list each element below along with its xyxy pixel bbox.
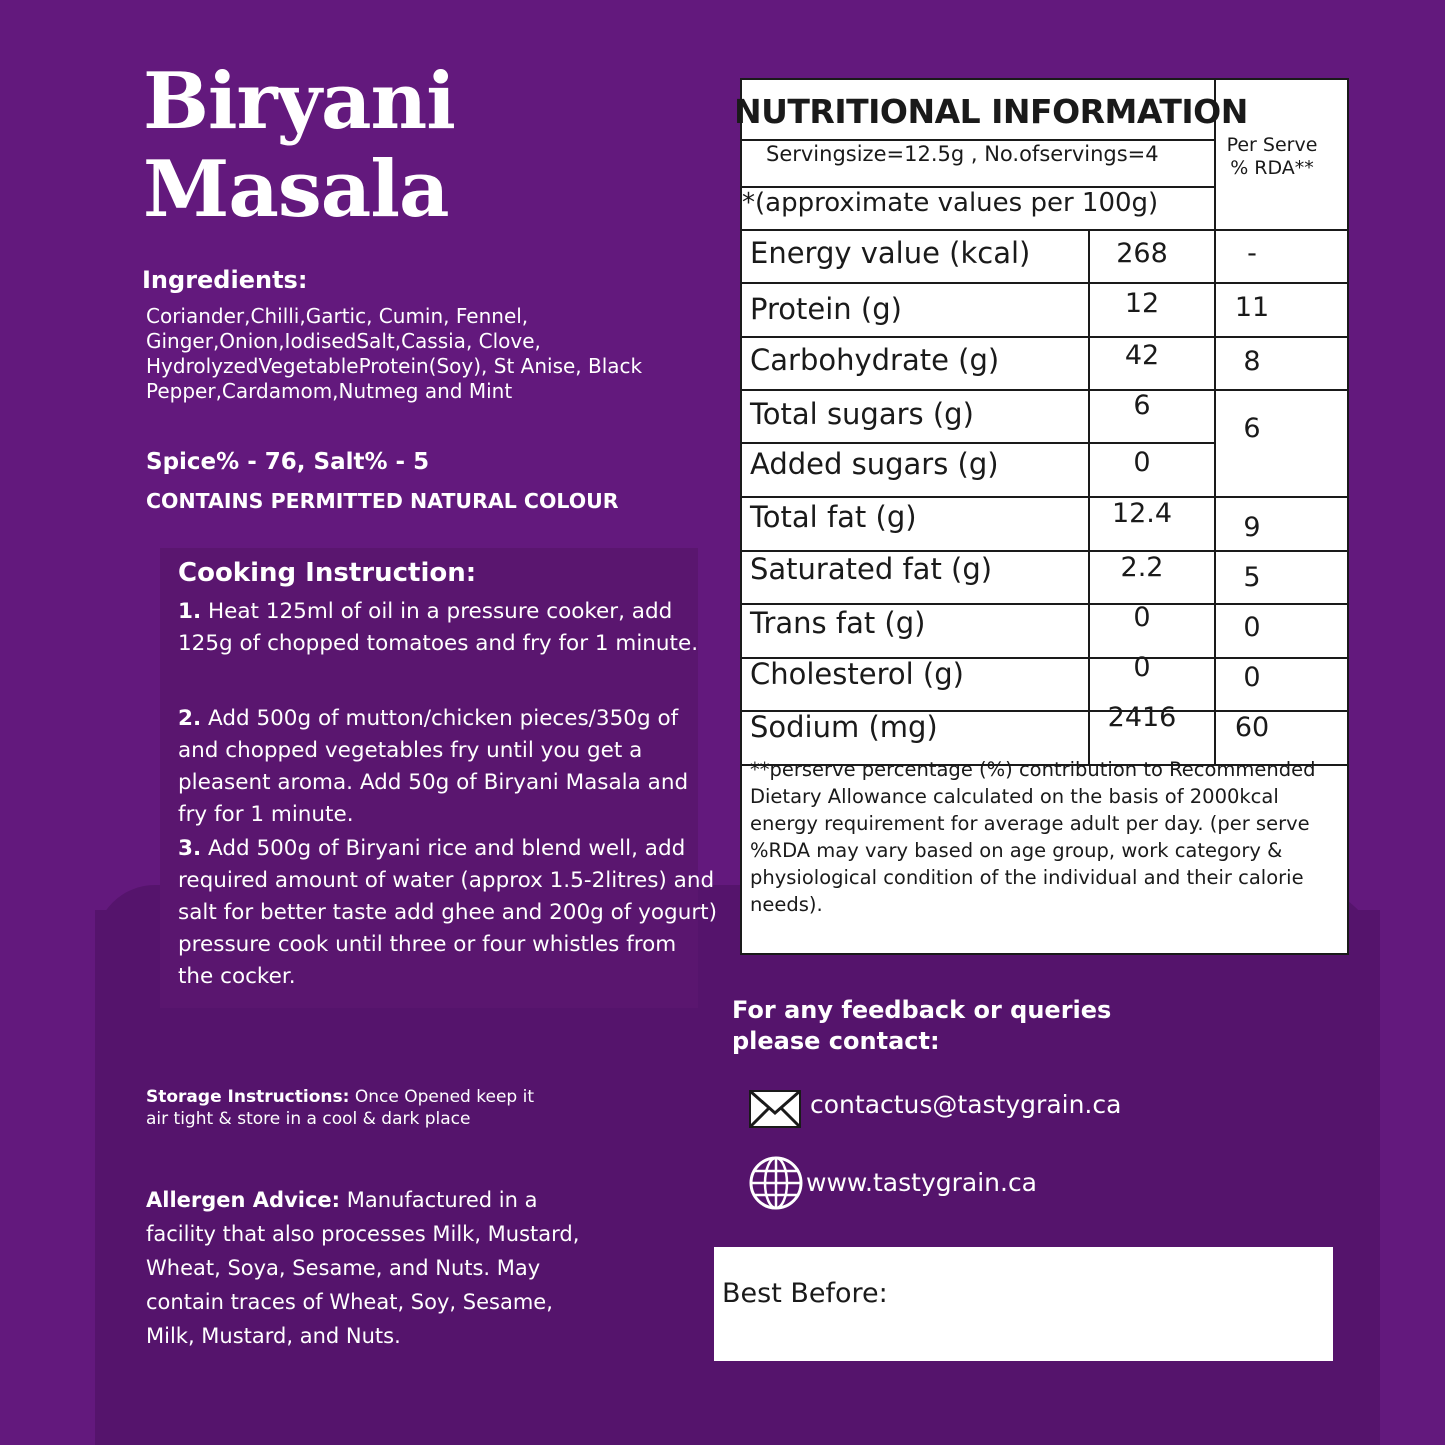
contact-website[interactable]: www.tastygrain.ca — [806, 1168, 1038, 1197]
product-title-line2: Masala — [143, 144, 449, 235]
nutrient-label: Saturated fat (g) — [750, 552, 993, 586]
nutrition-table — [734, 78, 1349, 955]
nutrient-rda: 5 — [1243, 562, 1261, 593]
step-number: 3. — [178, 836, 202, 861]
nutrient-value: 2416 — [1107, 702, 1177, 733]
nutrient-label: Trans fat (g) — [750, 606, 926, 640]
rda-footnote: **perserve percentage (%) contribution to Recommended Dietary Allowance calculated on the basis of 2000kcal energy requirement for average adult per day. (per serve %RDA may vary based on age group, work category & physiological condition of the individual and their calorie needs). — [750, 758, 1316, 916]
contact-email[interactable]: contactus@tastygrain.ca — [810, 1090, 1122, 1119]
ingredients-text: Coriander,Chilli,Gartic, Cumin, Fennel, Ginger,Onion,IodisedSalt,Cassia, Clove, HydrolyzedVegetableProtein(Soy), St Anise, Black Pepper,Cardamom,Nutmeg and Mint — [146, 304, 643, 403]
approx-values-note: *(approximate values per 100g) — [742, 188, 1159, 218]
nutrient-label: Cholesterol (g) — [750, 657, 964, 691]
cooking-step — [178, 596, 718, 660]
nutrient-value: 268 — [1116, 238, 1168, 269]
step-text: Heat 125ml of oil in a pressure cooker, add 125g of chopped tomatoes and fry for 1 minute. — [178, 599, 699, 656]
allergen-label: Allergen Advice: — [146, 1188, 341, 1212]
nutrient-value: 6 — [1133, 390, 1151, 421]
nutrient-rda: 60 — [1234, 712, 1270, 743]
step-number: 2. — [178, 706, 202, 731]
rda-header-line1: Per Serve — [1226, 134, 1318, 156]
nutrient-label: Carbohydrate (g) — [750, 343, 1000, 377]
nutrient-rda: 11 — [1234, 292, 1270, 323]
rda-header-line2: % RDA** — [1230, 157, 1314, 179]
nutrient-label: Total sugars (g) — [750, 397, 974, 431]
envelope-icon — [748, 1089, 802, 1133]
allergen-text: Manufactured in a facility that also processes Milk, Mustard, Wheat, Soya, Sesame, and Nuts. May contain traces of Wheat, Soy, Sesame, Milk, Mustard, and Nuts. — [146, 1188, 580, 1348]
ingredients-heading: Ingredients: — [142, 266, 308, 294]
feedback-heading-line2: please contact: — [732, 1027, 940, 1055]
product-title — [143, 58, 455, 234]
rda-column-header — [1212, 134, 1332, 180]
nutrient-value: 42 — [1124, 340, 1160, 371]
nutrition-title: NUTRITIONAL INFORMATION — [734, 92, 1248, 131]
nutrient-rda: 8 — [1243, 346, 1261, 377]
storage-text: Once Opened keep it air tight & store in a cool & dark place — [146, 1087, 534, 1129]
cooking-step — [178, 703, 718, 831]
storage-label: Storage Instructions: — [146, 1087, 350, 1107]
colour-note: CONTAINS PERMITTED NATURAL COLOUR — [146, 489, 619, 513]
nutrient-label: Protein (g) — [750, 292, 902, 326]
step-text: Add 500g of mutton/chicken pieces/350g of and chopped vegetables fry until you get a pleasent aroma. Add 50g of Biryani Masala and fry for 1 minute. — [178, 706, 689, 827]
nutrient-rda: - — [1247, 238, 1257, 269]
serving-size: Servingsize=12.5g , No.ofservings=4 — [766, 142, 1159, 166]
nutrient-value: 12 — [1124, 288, 1160, 319]
nutrient-value: 0 — [1133, 652, 1151, 683]
nutrient-value: 2.2 — [1120, 552, 1164, 583]
storage-instructions — [146, 1086, 546, 1130]
step-number: 1. — [178, 599, 202, 624]
cooking-heading: Cooking Instruction: — [178, 558, 477, 588]
nutrient-value: 12.4 — [1111, 498, 1173, 529]
globe-icon — [748, 1155, 804, 1215]
nutrient-value: 0 — [1133, 447, 1151, 478]
cooking-step — [178, 833, 718, 993]
nutrient-label: Total fat (g) — [750, 500, 917, 534]
nutrient-value: 0 — [1133, 602, 1151, 633]
feedback-heading — [732, 995, 1111, 1057]
nutrient-rda: 0 — [1243, 612, 1261, 643]
nutrient-rda: 6 — [1243, 413, 1261, 444]
nutrient-rda: 9 — [1243, 512, 1261, 543]
nutrient-label: Sodium (mg) — [750, 710, 938, 744]
nutrient-rda: 0 — [1243, 662, 1261, 693]
nutrient-label: Energy value (kcal) — [750, 236, 1031, 270]
allergen-advice — [146, 1183, 596, 1353]
step-text: Add 500g of Biryani rice and blend well, add required amount of water (approx 1.5-2litres) and salt for better taste add ghee and 200g of yogurt) pressure cook until three or four whistles from the cocker. — [178, 836, 717, 989]
feedback-heading-line1: For any feedback or queries — [732, 996, 1112, 1024]
nutrient-label: Added sugars (g) — [750, 447, 999, 481]
product-title-line1: Biryani — [143, 56, 455, 147]
best-before-label: Best Before: — [722, 1278, 888, 1309]
spice-salt-percent: Spice% - 76, Salt% - 5 — [146, 449, 430, 475]
